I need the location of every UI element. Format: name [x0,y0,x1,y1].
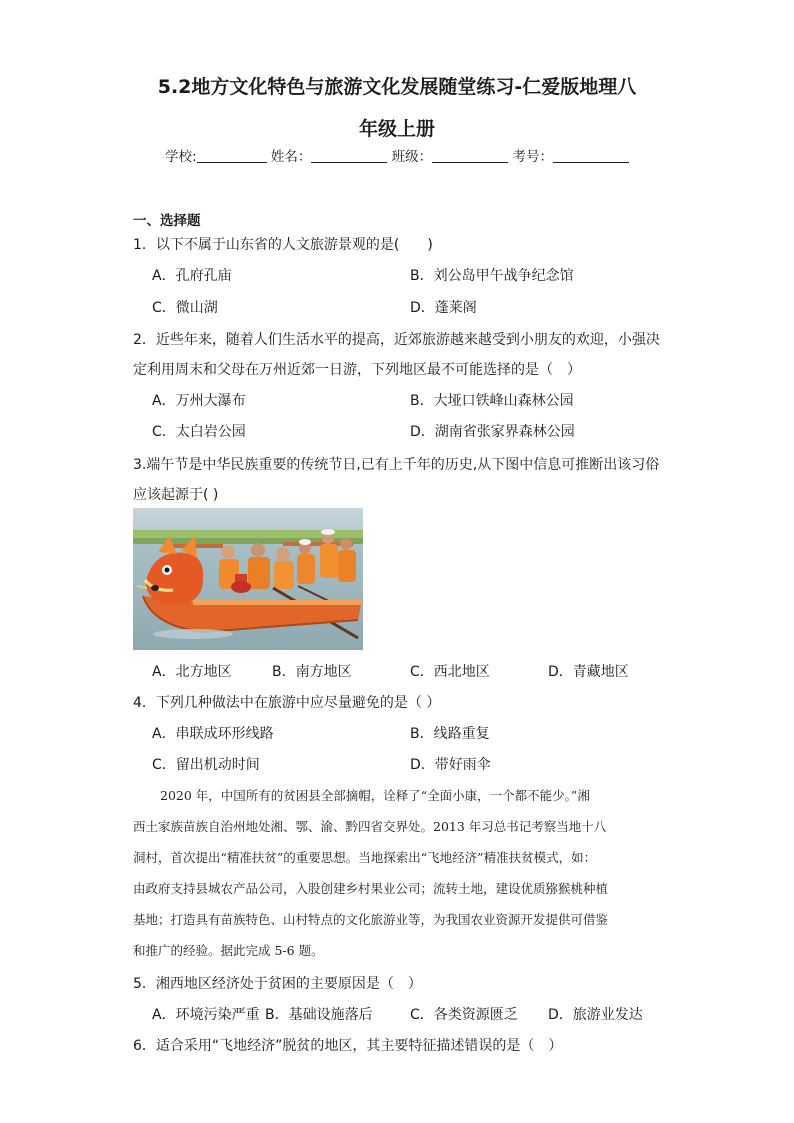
name-blank[interactable] [311,148,387,163]
q2-option-d[interactable]: D．湖南省张家界森林公园 [410,424,575,440]
q5-option-a[interactable]: A．环境污染严重 [152,1007,260,1023]
class-label: 班级： [391,149,433,165]
q5-option-d[interactable]: D．旅游业发达 [548,1007,643,1023]
q4-option-c[interactable]: C．留出机动时间 [152,757,260,773]
page-title-line2: 年级上册 [358,118,435,140]
question-2-stem-line1: 2．近些年来，随着人们生活水平的提高，近郊旅游越来越受到小朋友的欢迎，小强决 [133,332,660,348]
passage-line-1: 2020 年，中国所有的贫困县全部摘帽，诠释了“全面小康，一个都不能少。”湘 [160,788,590,803]
name-label: 姓名： [270,149,312,165]
section-heading: 一、选择题 [133,213,201,229]
question-5-stem: 5．湘西地区经济处于贫困的主要原因是（ ） [133,976,422,992]
q4-option-a[interactable]: A．串联成环形线路 [152,726,274,742]
school-label: 学校: [165,149,197,165]
question-1-stem: 1．以下不属于山东省的人文旅游景观的是( ) [133,237,433,253]
q1-option-a[interactable]: A．孔府孔庙 [152,268,232,284]
question-3-stem-line1: 3.端午节是中华民族重要的传统节日,已有上千年的历史,从下图中信息可推断出该习俗 [133,457,660,473]
q3-option-a[interactable]: A．北方地区 [152,664,232,680]
q2-option-b[interactable]: B．大垭口铁峰山森林公园 [410,393,574,409]
question-4-stem: 4．下列几种做法中在旅游中应尽量避免的是（ ） [133,695,441,711]
school-blank[interactable] [197,148,267,163]
q4-option-d[interactable]: D．带好雨伞 [410,757,491,773]
q5-option-c[interactable]: C．各类资源匮乏 [410,1007,518,1023]
page-title: 5.2地方文化特色与旅游文化发展随堂练习-仁爱版地理八 [157,76,637,98]
passage-line-2: 西土家族苗族自治州地处湘、鄂、渝、黔四省交界处。2013 年习总书记考察当地十八 [133,819,607,834]
q1-option-d[interactable]: D．蓬莱阁 [410,300,477,316]
passage-line-3: 洞村，首次提出“精准扶贫”的重要思想。当地探索出“飞地经济”精准扶贫模式，如： [133,850,597,865]
q2-option-c[interactable]: C．太白岩公园 [152,424,246,440]
q2-option-a[interactable]: A．万州大瀑布 [152,393,246,409]
q3-option-c[interactable]: C．西北地区 [410,664,490,680]
q1-option-b[interactable]: B．刘公岛甲午战争纪念馆 [410,268,574,284]
passage-line-5: 基地；打造具有苗族特色、山村特点的文化旅游业等，为我国农业资源开发提供可借鉴 [133,912,609,927]
question-3-stem-line2: 应该起源于( ) [133,487,219,503]
q4-option-b[interactable]: B．线路重复 [410,726,490,742]
q3-option-b[interactable]: B．南方地区 [272,664,352,680]
passage-line-6: 和推广的经验。据此完成 5-6 题。 [133,943,324,958]
student-info [0,145,794,165]
class-blank[interactable] [432,148,508,163]
dragon-boat-photo [133,508,363,650]
number-label: 考号： [512,149,553,165]
passage-line-4: 由政府支持县城农产品公司，入股创建乡村果业公司；流转土地，建设优质猕猴桃种植 [133,881,609,896]
question-6-stem: 6．适合采用“飞地经济”脱贫的地区，其主要特征描述错误的是（ ） [133,1038,563,1054]
q1-option-c[interactable]: C．微山湖 [152,300,218,316]
q3-option-d[interactable]: D．青藏地区 [548,664,629,680]
q5-option-b[interactable]: B．基础设施落后 [265,1007,373,1023]
question-2-stem-line2: 定利用周末和父母在万州近郊一日游，下列地区最不可能选择的是（ ） [133,362,581,378]
number-blank[interactable] [553,148,629,163]
